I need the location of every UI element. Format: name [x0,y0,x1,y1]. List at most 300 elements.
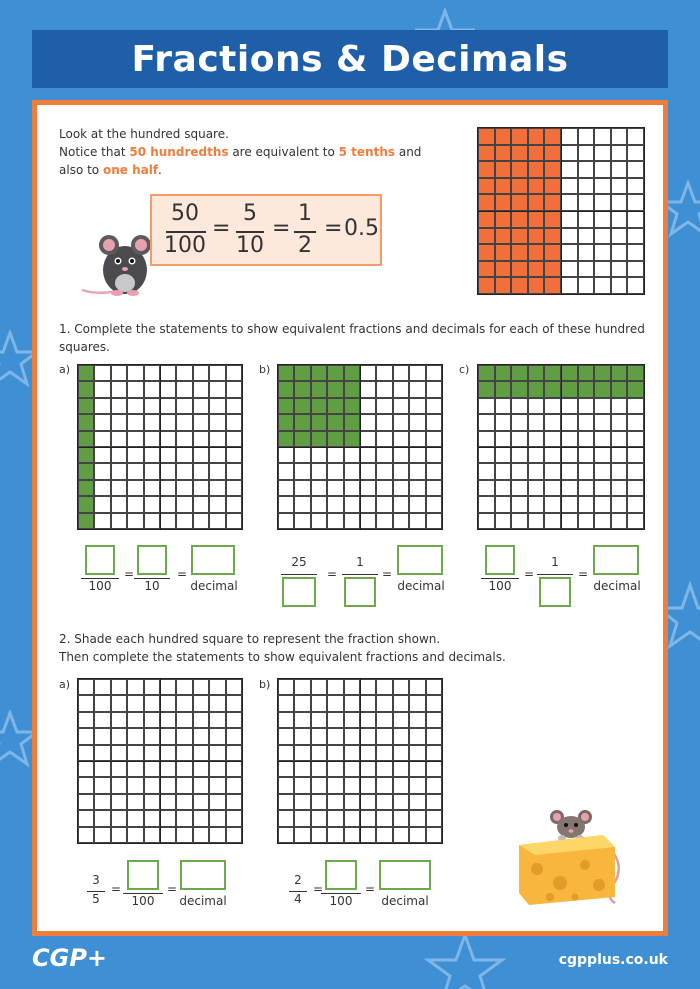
grid-cell[interactable] [127,728,143,744]
grid-cell[interactable] [226,679,242,695]
grid-cell[interactable] [294,728,310,744]
grid-cell [594,211,611,228]
grid-cell [578,365,595,381]
grid-cell[interactable] [294,761,310,777]
grid-cell[interactable] [294,745,310,761]
grid-cell[interactable] [360,728,376,744]
grid-cell[interactable] [111,695,127,711]
grid-cell[interactable] [344,728,360,744]
grid-cell[interactable] [393,728,409,744]
grid-cell[interactable] [160,761,176,777]
grid-cell[interactable] [176,777,192,793]
answer-box-q2b-numerator[interactable] [325,860,357,890]
grid-cell[interactable] [327,695,343,711]
grid-cell[interactable] [160,794,176,810]
answer-box-q1b-decimal[interactable] [397,545,443,575]
grid-cell[interactable] [209,810,225,826]
grid-cell[interactable] [344,810,360,826]
answer-box-q1c-denominator2[interactable] [539,577,571,607]
grid-cell [561,178,578,195]
grid-cell[interactable] [311,728,327,744]
grid-cell[interactable] [278,761,294,777]
grid-cell[interactable] [160,827,176,843]
grid-cell [528,178,545,195]
grid-cell[interactable] [144,761,160,777]
grid-cell[interactable] [278,728,294,744]
grid-cell[interactable] [160,712,176,728]
grid-cell[interactable] [344,712,360,728]
grid-cell[interactable] [327,728,343,744]
grid-cell[interactable] [344,794,360,810]
grid-cell[interactable] [426,794,442,810]
grid-cell[interactable] [94,712,110,728]
grid-cell[interactable] [426,728,442,744]
grid-cell[interactable] [426,745,442,761]
grid-cell [226,447,242,463]
grid-cell[interactable] [226,827,242,843]
grid-cell[interactable] [111,679,127,695]
page-title: Fractions & Decimals [131,38,569,80]
grid-cell[interactable] [360,761,376,777]
grid-cell[interactable] [94,761,110,777]
decimal-label: decimal [190,579,238,593]
grid-cell [209,480,225,496]
grid-cell[interactable] [193,695,209,711]
grid-cell[interactable] [176,761,192,777]
grid-cell [393,463,409,479]
grid-cell[interactable] [409,794,425,810]
equals-sign: = [324,216,343,241]
grid-cell[interactable] [311,679,327,695]
grid-cell [478,277,495,294]
grid-cell [578,145,595,162]
grid-cell[interactable] [393,761,409,777]
grid-cell [127,398,143,414]
grid-cell[interactable] [344,777,360,793]
grid-cell [311,365,327,381]
grid-cell[interactable] [226,695,242,711]
grid-cell[interactable] [160,777,176,793]
grid-cell [544,365,561,381]
grid-cell [344,414,360,430]
grid-cell [528,447,545,463]
grid-cell[interactable] [278,712,294,728]
grid-cell[interactable] [393,679,409,695]
grid-cell[interactable] [127,712,143,728]
grid-cell[interactable] [209,761,225,777]
grid-cell[interactable] [426,810,442,826]
grid-cell[interactable] [127,761,143,777]
grid-cell [495,414,512,430]
grid-cell[interactable] [311,745,327,761]
grid-cell[interactable] [426,827,442,843]
grid-cell[interactable] [409,728,425,744]
grid-cell [393,414,409,430]
grid-cell[interactable] [94,794,110,810]
grid-cell[interactable] [176,827,192,843]
grid-cell[interactable] [278,827,294,843]
equals-sign: = [365,882,376,896]
grid-cell [511,244,528,261]
grid-cell[interactable] [193,712,209,728]
grid-cell[interactable] [376,761,392,777]
grid-cell[interactable] [327,794,343,810]
grid-cell [478,431,495,447]
answer-box-q1a-numerator2[interactable] [137,545,167,575]
grid-cell[interactable] [327,679,343,695]
grid-cell [511,365,528,381]
grid-cell [376,414,392,430]
grid-cell[interactable] [111,794,127,810]
grid-cell [111,365,127,381]
grid-cell[interactable] [226,777,242,793]
grid-cell [376,496,392,512]
grid-cell[interactable] [111,777,127,793]
grid-cell[interactable] [78,695,94,711]
grid-cell[interactable] [409,679,425,695]
grid-cell [144,381,160,397]
grid-cell[interactable] [294,777,310,793]
grid-cell[interactable] [344,679,360,695]
grid-cell [111,447,127,463]
grid-cell[interactable] [409,712,425,728]
grid-cell[interactable] [376,777,392,793]
answer-box-q1c-numerator1[interactable] [485,545,515,575]
grid-cell [78,480,94,496]
hundred-square-q2b[interactable] [277,678,443,844]
grid-cell[interactable] [311,810,327,826]
cgp-logo: CGP+ [32,944,108,972]
grid-cell[interactable] [111,728,127,744]
grid-cell[interactable] [78,728,94,744]
grid-cell[interactable] [209,777,225,793]
grid-cell[interactable] [176,810,192,826]
grid-cell[interactable] [94,777,110,793]
grid-cell[interactable] [409,810,425,826]
grid-cell [478,463,495,479]
equals-sign: = [327,567,338,581]
grid-cell[interactable] [176,679,192,695]
grid-cell [127,447,143,463]
grid-cell[interactable] [226,745,242,761]
grid-cell [294,513,310,529]
answer-box-q1c-decimal[interactable] [593,545,639,575]
grid-cell [528,398,545,414]
grid-cell [511,128,528,145]
grid-cell[interactable] [426,695,442,711]
grid-cell [561,161,578,178]
grid-cell[interactable] [111,810,127,826]
grid-cell [627,365,644,381]
grid-cell [528,161,545,178]
grid-cell[interactable] [360,679,376,695]
grid-cell[interactable] [193,777,209,793]
grid-cell[interactable] [311,827,327,843]
grid-cell[interactable] [209,745,225,761]
grid-cell[interactable] [226,794,242,810]
grid-cell[interactable] [409,827,425,843]
grid-cell[interactable] [193,728,209,744]
grid-cell[interactable] [127,827,143,843]
grid-cell [344,463,360,479]
grid-cell[interactable] [393,712,409,728]
grid-cell[interactable] [360,827,376,843]
grid-cell[interactable] [94,728,110,744]
grid-cell[interactable] [278,794,294,810]
grid-cell[interactable] [176,712,192,728]
grid-cell [426,463,442,479]
grid-cell[interactable] [209,728,225,744]
grid-cell [511,178,528,195]
numerator-label: 1 [356,555,364,569]
grid-cell[interactable] [209,695,225,711]
grid-cell[interactable] [193,794,209,810]
grid-cell[interactable] [278,695,294,711]
grid-cell[interactable] [144,794,160,810]
intro-text-part: are equivalent to [228,145,339,159]
grid-cell[interactable] [193,745,209,761]
grid-cell [578,480,595,496]
grid-cell[interactable] [278,777,294,793]
grid-cell [495,178,512,195]
grid-cell[interactable] [78,794,94,810]
grid-cell[interactable] [327,810,343,826]
grid-cell[interactable] [160,695,176,711]
hundred-square-q2a[interactable] [77,678,243,844]
grid-cell[interactable] [209,827,225,843]
grid-cell[interactable] [360,794,376,810]
grid-cell[interactable] [127,777,143,793]
grid-cell[interactable] [226,810,242,826]
grid-cell [627,261,644,278]
grid-cell[interactable] [209,679,225,695]
grid-cell[interactable] [144,712,160,728]
grid-cell [611,228,628,245]
grid-cell[interactable] [393,827,409,843]
grid-cell[interactable] [393,695,409,711]
grid-cell[interactable] [226,712,242,728]
footer-url[interactable]: cgpplus.co.uk [558,952,668,968]
grid-cell[interactable] [376,695,392,711]
answer-box-q2a-decimal[interactable] [180,860,226,890]
grid-cell [78,398,94,414]
grid-cell[interactable] [393,777,409,793]
grid-cell[interactable] [176,794,192,810]
grid-cell[interactable] [344,695,360,711]
highlight-half: one half [102,163,159,177]
grid-cell[interactable] [78,810,94,826]
grid-cell[interactable] [311,712,327,728]
grid-cell [278,447,294,463]
grid-cell[interactable] [193,827,209,843]
answer-box-q1b-denominator1[interactable] [282,577,316,607]
grid-cell[interactable] [78,679,94,695]
grid-cell[interactable] [94,810,110,826]
grid-cell[interactable] [278,745,294,761]
grid-cell[interactable] [409,761,425,777]
grid-cell [578,277,595,294]
grid-cell[interactable] [311,777,327,793]
grid-cell[interactable] [176,728,192,744]
answer-box-q1b-denominator2[interactable] [344,577,376,607]
grid-cell[interactable] [426,712,442,728]
grid-cell[interactable] [376,728,392,744]
grid-cell[interactable] [311,794,327,810]
grid-cell[interactable] [327,745,343,761]
grid-cell[interactable] [144,745,160,761]
grid-cell[interactable] [393,745,409,761]
grid-cell[interactable] [294,695,310,711]
grid-cell [627,496,644,512]
grid-cell[interactable] [393,794,409,810]
grid-cell [478,244,495,261]
grid-cell [528,513,545,529]
grid-cell[interactable] [111,712,127,728]
grid-cell[interactable] [376,794,392,810]
grid-cell [409,463,425,479]
answer-box-q1a-numerator1[interactable] [85,545,115,575]
grid-cell [160,381,176,397]
grid-cell[interactable] [78,745,94,761]
grid-cell[interactable] [376,679,392,695]
grid-cell[interactable] [144,679,160,695]
grid-cell [594,513,611,529]
grid-cell[interactable] [160,810,176,826]
grid-cell [94,431,110,447]
grid-cell[interactable] [409,745,425,761]
grid-cell[interactable] [327,777,343,793]
grid-cell[interactable] [426,679,442,695]
grid-cell[interactable] [278,810,294,826]
grid-cell[interactable] [311,761,327,777]
grid-cell[interactable] [294,712,310,728]
grid-cell [611,414,628,430]
grid-cell[interactable] [78,712,94,728]
grid-cell[interactable] [294,810,310,826]
grid-cell[interactable] [209,712,225,728]
grid-cell[interactable] [360,745,376,761]
grid-cell[interactable] [344,761,360,777]
grid-cell[interactable] [111,761,127,777]
grid-cell[interactable] [94,679,110,695]
grid-cell[interactable] [360,777,376,793]
grid-cell[interactable] [426,761,442,777]
decimal-label: decimal [397,579,445,593]
grid-cell[interactable] [160,745,176,761]
grid-cell[interactable] [127,679,143,695]
grid-cell[interactable] [193,679,209,695]
grid-cell[interactable] [176,745,192,761]
grid-cell[interactable] [376,810,392,826]
grid-cell[interactable] [376,712,392,728]
grid-cell[interactable] [226,761,242,777]
grid-cell[interactable] [360,712,376,728]
grid-cell[interactable] [144,695,160,711]
grid-cell[interactable] [209,794,225,810]
grid-cell [344,496,360,512]
grid-cell[interactable] [144,777,160,793]
grid-cell [393,513,409,529]
grid-cell[interactable] [111,745,127,761]
grid-cell[interactable] [193,810,209,826]
grid-cell[interactable] [193,761,209,777]
grid-cell[interactable] [327,761,343,777]
star-icon [668,180,700,240]
grid-cell[interactable] [94,695,110,711]
grid-cell[interactable] [327,827,343,843]
grid-cell [495,463,512,479]
grid-cell[interactable] [127,745,143,761]
grid-cell[interactable] [393,810,409,826]
grid-cell[interactable] [311,695,327,711]
grid-cell [127,496,143,512]
grid-cell [578,161,595,178]
grid-cell [544,178,561,195]
grid-cell[interactable] [294,679,310,695]
equals-sign: = [177,567,188,581]
grid-cell[interactable] [327,712,343,728]
grid-cell [495,277,512,294]
grid-cell[interactable] [344,827,360,843]
grid-cell[interactable] [144,810,160,826]
answer-box-q2b-decimal[interactable] [379,860,431,890]
grid-cell[interactable] [78,777,94,793]
grid-cell[interactable] [78,761,94,777]
grid-cell[interactable] [127,810,143,826]
grid-cell[interactable] [278,679,294,695]
grid-cell[interactable] [226,728,242,744]
grid-cell[interactable] [111,827,127,843]
grid-cell[interactable] [294,794,310,810]
grid-cell[interactable] [426,777,442,793]
grid-cell[interactable] [376,827,392,843]
grid-cell[interactable] [294,827,310,843]
denominator-label: 100 [329,894,353,908]
part-label-b: b) [259,678,271,691]
grid-cell [144,431,160,447]
grid-cell[interactable] [127,794,143,810]
grid-cell [594,381,611,397]
grid-cell[interactable] [344,745,360,761]
grid-cell[interactable] [176,695,192,711]
grid-cell[interactable] [94,745,110,761]
grid-cell[interactable] [78,827,94,843]
grid-cell[interactable] [144,728,160,744]
grid-cell[interactable] [144,827,160,843]
grid-cell[interactable] [94,827,110,843]
intro-line-3 [59,161,439,179]
grid-cell[interactable] [376,745,392,761]
numerator-label: 25 [291,555,307,569]
star-icon [0,710,32,770]
grid-cell[interactable] [360,810,376,826]
hundred-square-q1b [277,364,443,530]
grid-cell[interactable] [360,695,376,711]
grid-cell[interactable] [127,695,143,711]
grid-cell[interactable] [160,679,176,695]
grid-cell [278,381,294,397]
grid-cell [176,513,192,529]
grid-cell[interactable] [409,695,425,711]
grid-cell [344,381,360,397]
answer-box-q1a-decimal[interactable] [191,545,235,575]
grid-cell [144,463,160,479]
grid-cell [627,513,644,529]
grid-cell [544,496,561,512]
answer-box-q2a-numerator[interactable] [127,860,159,890]
grid-cell[interactable] [409,777,425,793]
grid-cell[interactable] [160,728,176,744]
